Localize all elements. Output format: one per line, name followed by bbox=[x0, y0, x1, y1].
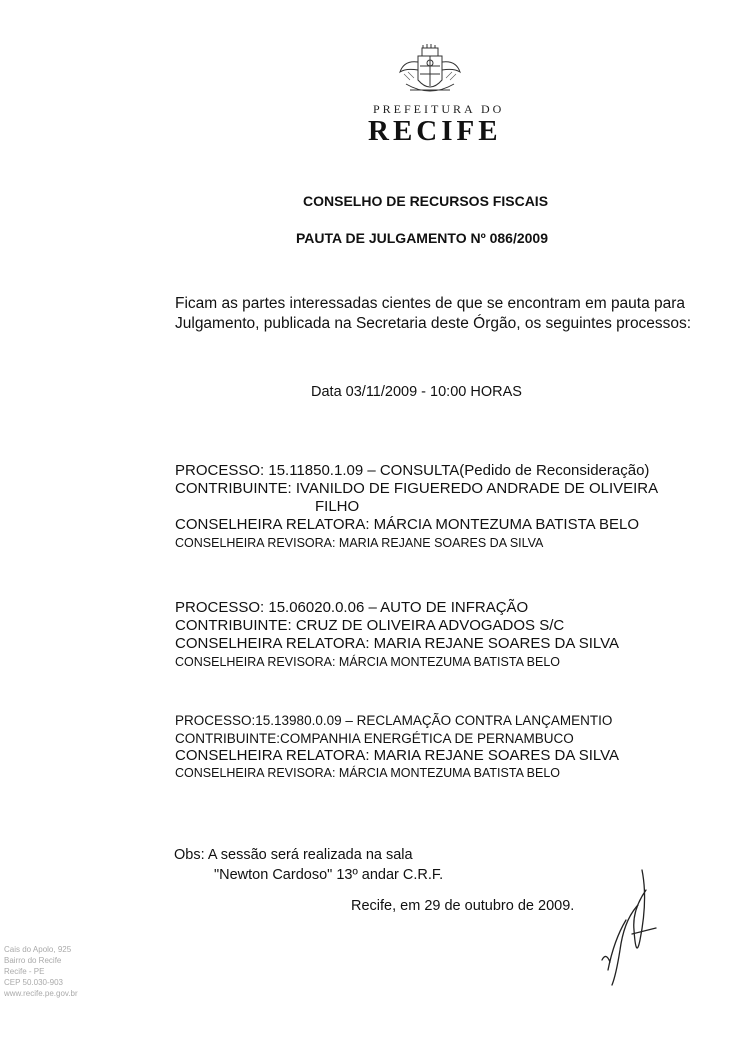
process-rapporteur: CONSELHEIRA RELATORA: MARIA REJANE SOARES DA SILVA bbox=[175, 747, 620, 764]
process-reviewer: CONSELHEIRA REVISORA: MÁRCIA MONTEZUMA BATISTA BELO bbox=[175, 655, 561, 669]
process-taxpayer: CONTRIBUINTE: CRUZ DE OLIVEIRA ADVOGADOS S/C bbox=[175, 617, 565, 634]
org-subtitle: PREFEITURA DO bbox=[373, 102, 505, 116]
observation bbox=[174, 845, 443, 885]
agenda-title: PAUTA DE JULGAMENTO Nº 086/2009 bbox=[296, 230, 548, 246]
observation-line: "Newton Cardoso" 13º andar C.R.F. bbox=[214, 867, 444, 883]
session-date: Data 03/11/2009 - 10:00 HORAS bbox=[311, 384, 522, 400]
footer-address bbox=[4, 944, 114, 999]
place-and-date: Recife, em 29 de outubro de 2009. bbox=[351, 898, 575, 914]
observation-line: Obs: A sessão será realizada na sala bbox=[174, 847, 413, 863]
process-reviewer: CONSELHEIRA REVISORA: MARIA REJANE SOARES DA SILVA bbox=[175, 536, 544, 550]
footer-line: Cais do Apolo, 925 bbox=[4, 945, 72, 954]
process-block bbox=[175, 712, 735, 782]
intro-line: Ficam as partes interessadas cientes de que se encontram em pauta para bbox=[175, 295, 686, 312]
process-number: PROCESSO: 15.06020.0.06 – AUTO DE INFRAÇÃO bbox=[175, 599, 529, 616]
process-taxpayer: CONTRIBUINTE:COMPANHIA ENERGÉTICA DE PERNAMBUCO bbox=[175, 730, 574, 746]
process-rapporteur: CONSELHEIRA RELATORA: MARIA REJANE SOARES DA SILVA bbox=[175, 635, 620, 652]
process-number: PROCESSO: 15.11850.1.09 – CONSULTA(Pedido de Reconsideração) bbox=[175, 462, 650, 479]
process-taxpayer-cont: FILHO bbox=[315, 498, 360, 515]
process-taxpayer: CONTRIBUINTE: IVANILDO DE FIGUEREDO ANDRADE DE OLIVEIRA bbox=[175, 480, 659, 497]
process-rapporteur: CONSELHEIRA RELATORA: MÁRCIA MONTEZUMA BATISTA BELO bbox=[175, 516, 639, 533]
footer-line: Recife - PE bbox=[4, 967, 45, 976]
process-number: PROCESSO:15.13980.0.09 – RECLAMAÇÃO CONTRA LANÇAMENTIO bbox=[175, 713, 613, 728]
handwritten-signature-icon bbox=[594, 860, 674, 990]
process-block bbox=[175, 599, 735, 671]
intro-line: Julgamento, publicada na Secretaria deste Órgão, os seguintes processos: bbox=[175, 315, 692, 332]
intro-paragraph bbox=[175, 294, 695, 334]
process-block bbox=[175, 462, 735, 552]
footer-line: www.recife.pe.gov.br bbox=[4, 989, 78, 998]
footer-line: Bairro do Recife bbox=[4, 956, 62, 965]
footer-line: CEP 50.030-903 bbox=[4, 978, 64, 987]
council-title: CONSELHO DE RECURSOS FISCAIS bbox=[303, 193, 549, 209]
org-name: RECIFE bbox=[368, 115, 502, 147]
city-coat-of-arms-icon bbox=[396, 44, 464, 100]
process-reviewer: CONSELHEIRA REVISORA: MÁRCIA MONTEZUMA BATISTA BELO bbox=[175, 765, 561, 780]
